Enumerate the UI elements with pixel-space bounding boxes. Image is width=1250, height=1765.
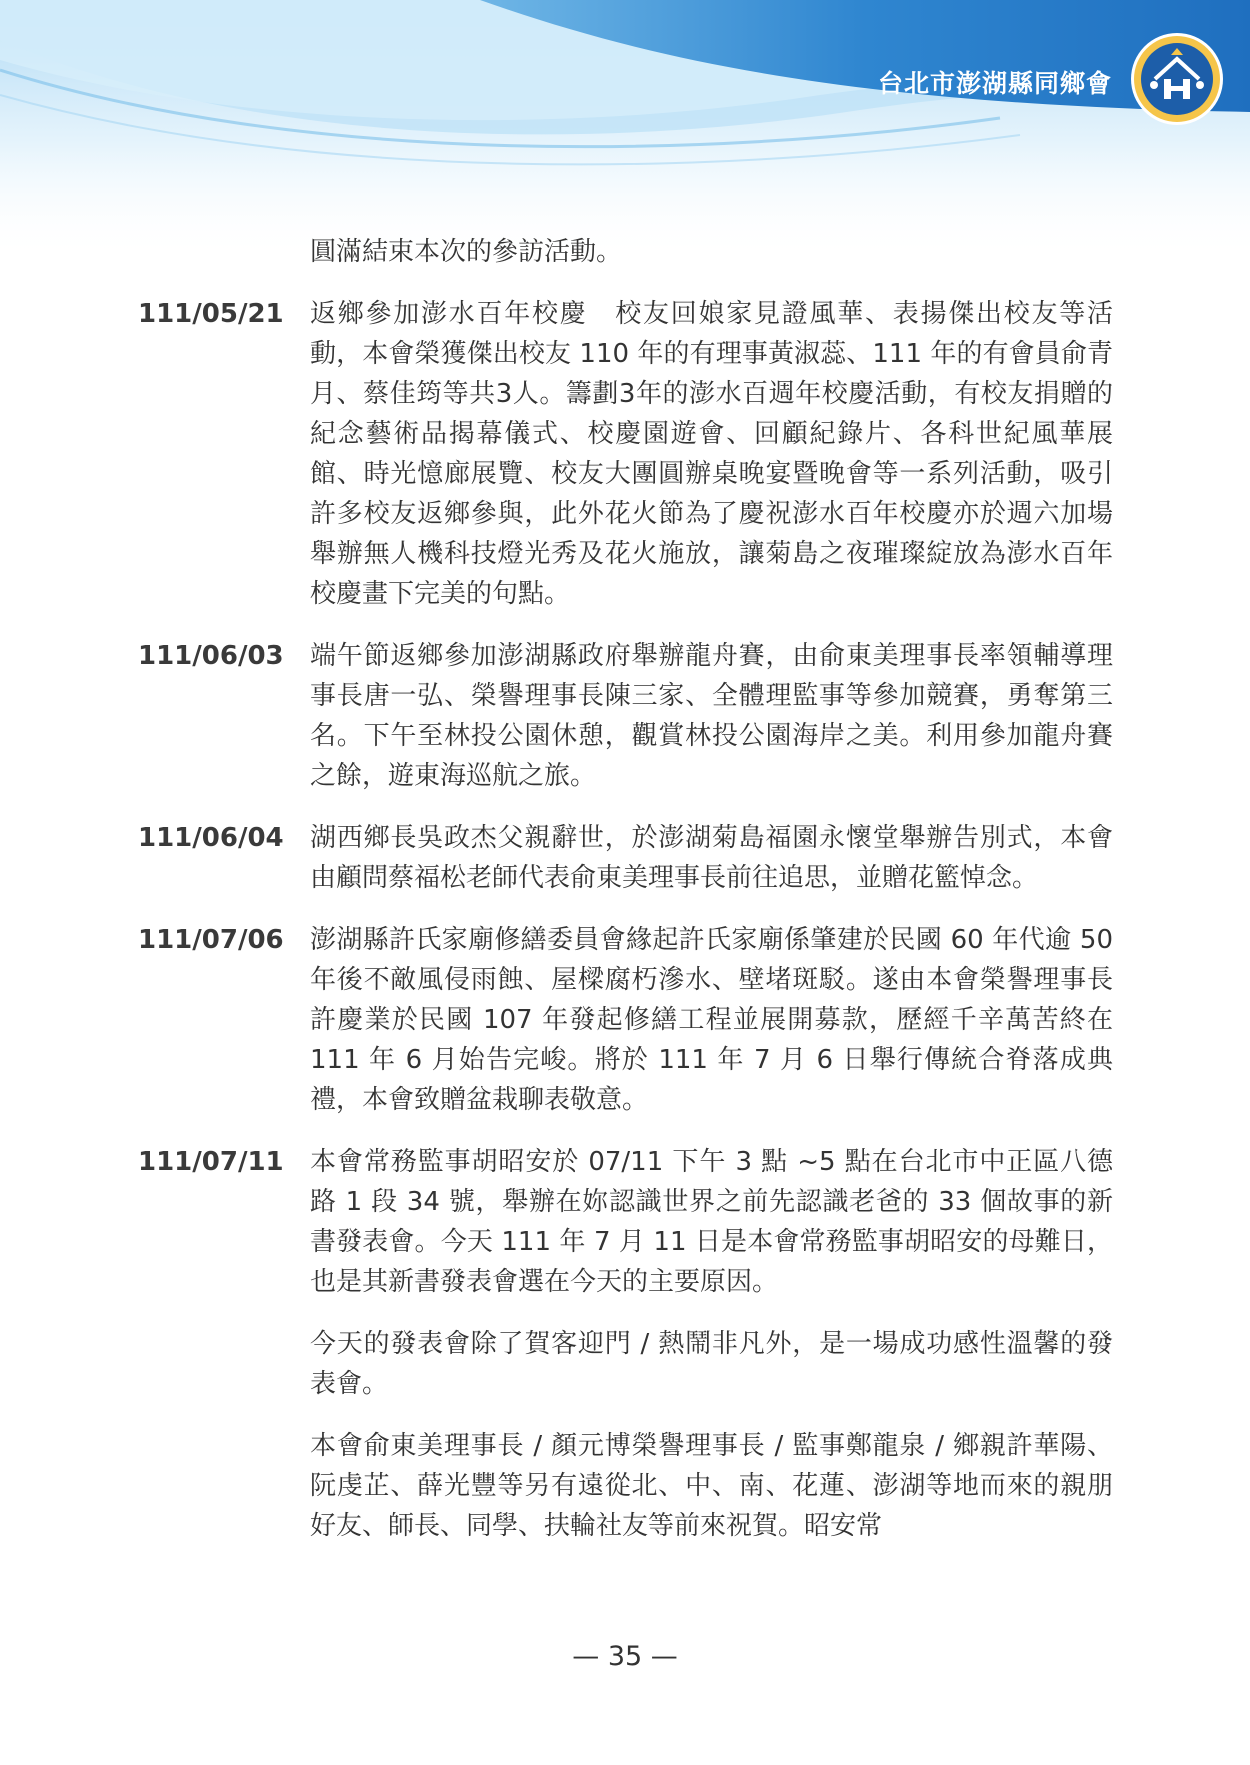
entry-paragraph: 湖西鄉長吳政杰父親辭世，於澎湖菊島福園永懷堂舉辦告別式，本會由顧問蔡福松老師代表俞東美理事長前往追思，並贈花籃悼念。 xyxy=(310,823,1113,893)
entry-paragraph: 端午節返鄉參加澎湖縣政府舉辦龍舟賽，由俞東美理事長率領輔導理事長唐一弘、榮譽理事長陳三家、全體理監事等參加競賽，勇奪第三名。下午至林投公園休憩，觀賞林投公園海岸之美。利用參加龍舟賽之餘，遊東海巡航之旅。 xyxy=(310,641,1113,791)
entry-date: 111/07/11 xyxy=(138,1147,284,1177)
event-entry xyxy=(138,1142,1113,1546)
entry-date: 111/07/06 xyxy=(138,925,284,955)
event-entry xyxy=(138,636,1113,796)
page-number: — 35 — xyxy=(572,1641,678,1672)
header-wave-band xyxy=(0,0,1250,260)
page-content xyxy=(138,232,1113,1568)
event-entry xyxy=(138,818,1113,898)
entry-paragraph: 今天的發表會除了賀客迎門 / 熱鬧非凡外，是一場成功感性溫馨的發表會。 xyxy=(310,1329,1113,1399)
entry-paragraph: 澎湖縣許氏家廟修繕委員會緣起許氏家廟係肇建於民國 60 年代逾 50 年後不敵風侵雨蝕、屋樑腐朽滲水、壁堵斑駁。遂由本會榮譽理事長許慶業於民國 107 年發起修繕工程並展開募款，歷經千辛萬苦終在 111 年 6 月始告完峻。將於 111 年 7 月 6 日舉行傳統合脊落成典禮，本會致贈盆栽聊表敬意。 xyxy=(310,925,1113,1115)
association-emblem-icon xyxy=(1134,36,1220,122)
entry-paragraph: 本會俞東美理事長 / 顏元博榮譽理事長 / 監事鄭龍泉 / 鄉親許華陽、阮虔芷、薛光豐等另有遠從北、中、南、花蓮、澎湖等地而來的親朋好友、師長、同學、扶輪社友等前來祝賀。昭安常 xyxy=(310,1431,1113,1541)
event-entry xyxy=(138,920,1113,1120)
org-name: 台北市澎湖縣同鄉會 xyxy=(877,69,1112,98)
entry-paragraph: 本會常務監事胡昭安於 07/11 下午 3 點 ~5 點在台北市中正區八德路 1 段 34 號，舉辦在妳認識世界之前先認識老爸的 33 個故事的新書發表會。今天 111 年 7 月 11 日是本會常務監事胡昭安的母難日，也是其新書發表會選在今天的主要原因。 xyxy=(310,1147,1113,1297)
wave-background xyxy=(0,0,1250,260)
entry-date: 111/06/03 xyxy=(138,641,284,671)
entry-date: 111/05/21 xyxy=(138,299,284,329)
event-entry xyxy=(138,294,1113,614)
entry-date: 111/06/04 xyxy=(138,823,284,853)
entry-paragraph: 返鄉參加澎水百年校慶 校友回娘家見證風華、表揚傑出校友等活動，本會榮獲傑出校友 110 年的有理事黃淑蕊、111 年的有會員俞青月、蔡佳筠等共3人。籌劃3年的澎水百週年校慶活動，有校友捐贈的紀念藝術品揭幕儀式、校慶園遊會、回顧紀錄片、各科世紀風華展館、時光憶廊展覽、校友大團圓辦桌晚宴暨晚會等一系列活動，吸引許多校友返鄉參與，此外花火節為了慶祝澎水百年校慶亦於週六加場舉辦無人機科技燈光秀及花火施放，讓菊島之夜璀璨綻放為澎水百年校慶畫下完美的句點。 xyxy=(310,299,1113,609)
lead-paragraph: 圓滿結束本次的參訪活動。 xyxy=(310,237,623,267)
